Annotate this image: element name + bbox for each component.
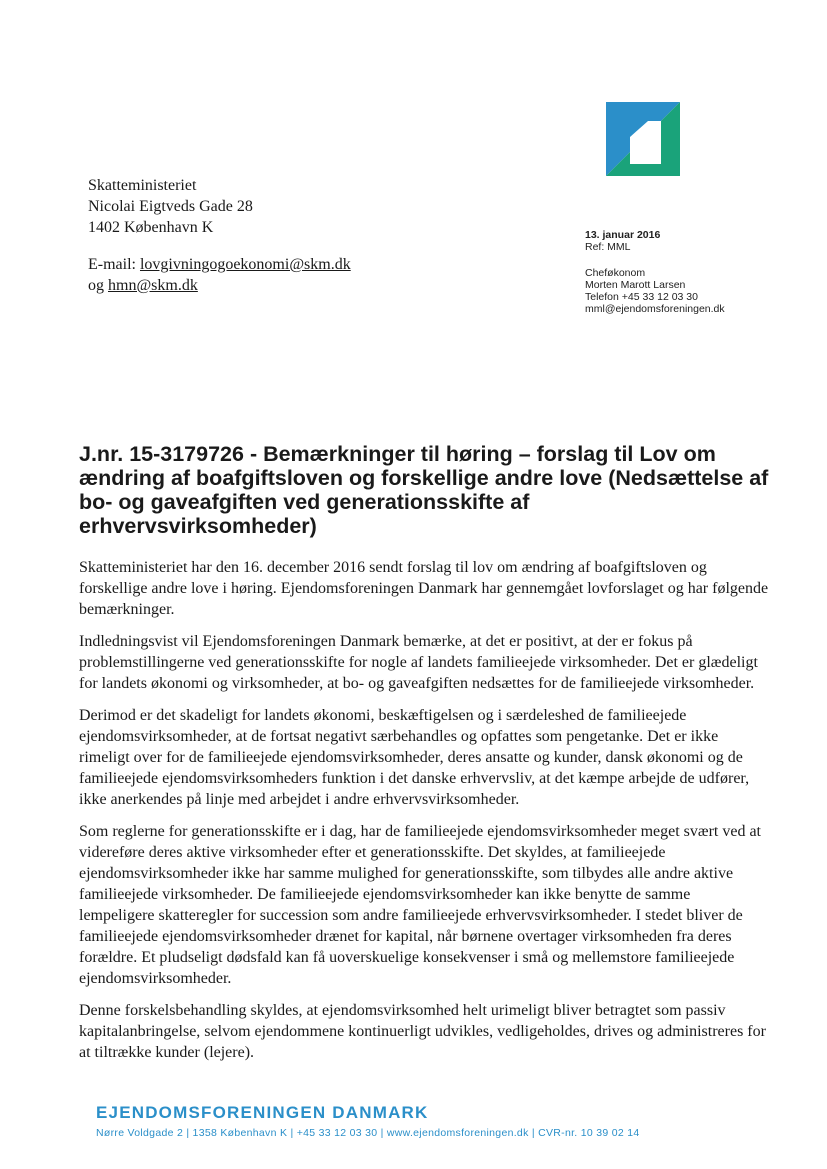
email-link-hmn[interactable]: hmn@skm.dk bbox=[108, 277, 198, 294]
recipient-city: 1402 København K bbox=[88, 219, 214, 236]
letter-subject: J.nr. 15-3179726 - Bemærkninger til høring – forslag til Lov om ændring af boafgiftsloven og forskellige andre love (Nedsættelse af bo- og gaveafgiften ved generationsskifte af erhvervsvirksomheder) bbox=[79, 442, 769, 538]
paragraph: Derimod er det skadeligt for landets økonomi, beskæftigelsen og i særdeleshed de familieejede ejendomsvirksomheder, at de fortsat negativt særbehandles og opfattes som pengetanke. Det er ikke rimeligt over for de familieejede ejendomsvirksomheder, deres ansatte og kunder, dansk økonomi og de familieejede ejendomsvirksomheders funktion i det danske erhvervsliv, at det kæmpe arbejde de udfører, ikke anerkendes på linje med arbejdet i andre erhvervsvirksomheder. bbox=[79, 707, 750, 808]
letter-ref: Ref: MML bbox=[585, 241, 631, 253]
letter-date: 13. januar 2016 bbox=[585, 229, 661, 241]
paragraph: Skatteministeriet har den 16. december 2016 sendt forslag til lov om ændring af boafgiftsloven og forskellige andre love i høring. Ejendomsforeningen Danmark har gennemgået lovforslaget og har følgende bemærkninger. bbox=[79, 559, 769, 618]
paragraph: Som reglerne for generationsskifte er i dag, har de familieejede ejendomsvirksomheder meget svært ved at videreføre deres aktive virksomheder efter et generationsskifte. Det skyldes, at familieejede ejendomsvirksomheder ikke har samme mulighed for generationsskifte, som tilbydes alle andre aktive familieejede virksomheder. De familieejede ejendomsvirksomheder kan ikke benytte de samme lempeligere skatteregler for succession som andre familieejede erhvervsvirksomheder. I stedet bliver de familieejede ejendomsvirksomheder drænet for kapital, når børnene overtager virksomheden fra deres forældre. Et pludseligt dødsfald kan få uoverskuelige konsekvenser i små og mellemstore familieejede ejendomsvirksomheder. bbox=[79, 823, 761, 987]
ejendomsforeningen-logo bbox=[606, 102, 680, 176]
footer-contact: Nørre Voldgade 2 | 1358 København K | +45 33 12 03 30 | www.ejendomsforeningen.dk | CVR-nr. 10 39 02 14 bbox=[96, 1127, 640, 1139]
sender-email: mml@ejendomsforeningen.dk bbox=[585, 303, 725, 315]
recipient-name: Skatteministeriet bbox=[88, 177, 197, 194]
recipient-email-line: E-mail: lovgivningogoekonomi@skm.dk bbox=[88, 256, 351, 273]
recipient-email-line-2: og hmn@skm.dk bbox=[88, 277, 198, 294]
paragraph: Denne forskelsbehandling skyldes, at ejendomsvirksomhed helt urimeligt bliver betragtet som passiv kapitalanbringelse, selvom ejendommene kontinuerligt udvikles, vedligeholdes, drives og administreres for at tiltrække kunder (lejere). bbox=[79, 1002, 766, 1061]
footer-org-name: EJENDOMSFORENINGEN DANMARK bbox=[96, 1103, 429, 1122]
paragraph: Indledningsvist vil Ejendomsforeningen Danmark bemærke, at det er positivt, at der er fokus på problemstillingerne ved generationsskifte for nogle af landets familieejede virksomheder. Det er glædeligt for landets økonomi og virksomheder, at bo- og gaveafgiften nedsættes for de familieejede virksomheder. bbox=[79, 633, 758, 692]
letter-body bbox=[79, 557, 769, 1074]
email-link-lovgivning[interactable]: lovgivningogoekonomi@skm.dk bbox=[139, 256, 351, 273]
recipient-address bbox=[88, 175, 351, 296]
sender-title: Cheføkonom bbox=[585, 267, 646, 279]
recipient-street: Nicolai Eigtveds Gade 28 bbox=[88, 198, 253, 215]
sender-name: Morten Marott Larsen bbox=[585, 279, 686, 291]
sender-info bbox=[585, 229, 725, 315]
sender-phone: Telefon +45 33 12 03 30 bbox=[585, 291, 698, 303]
